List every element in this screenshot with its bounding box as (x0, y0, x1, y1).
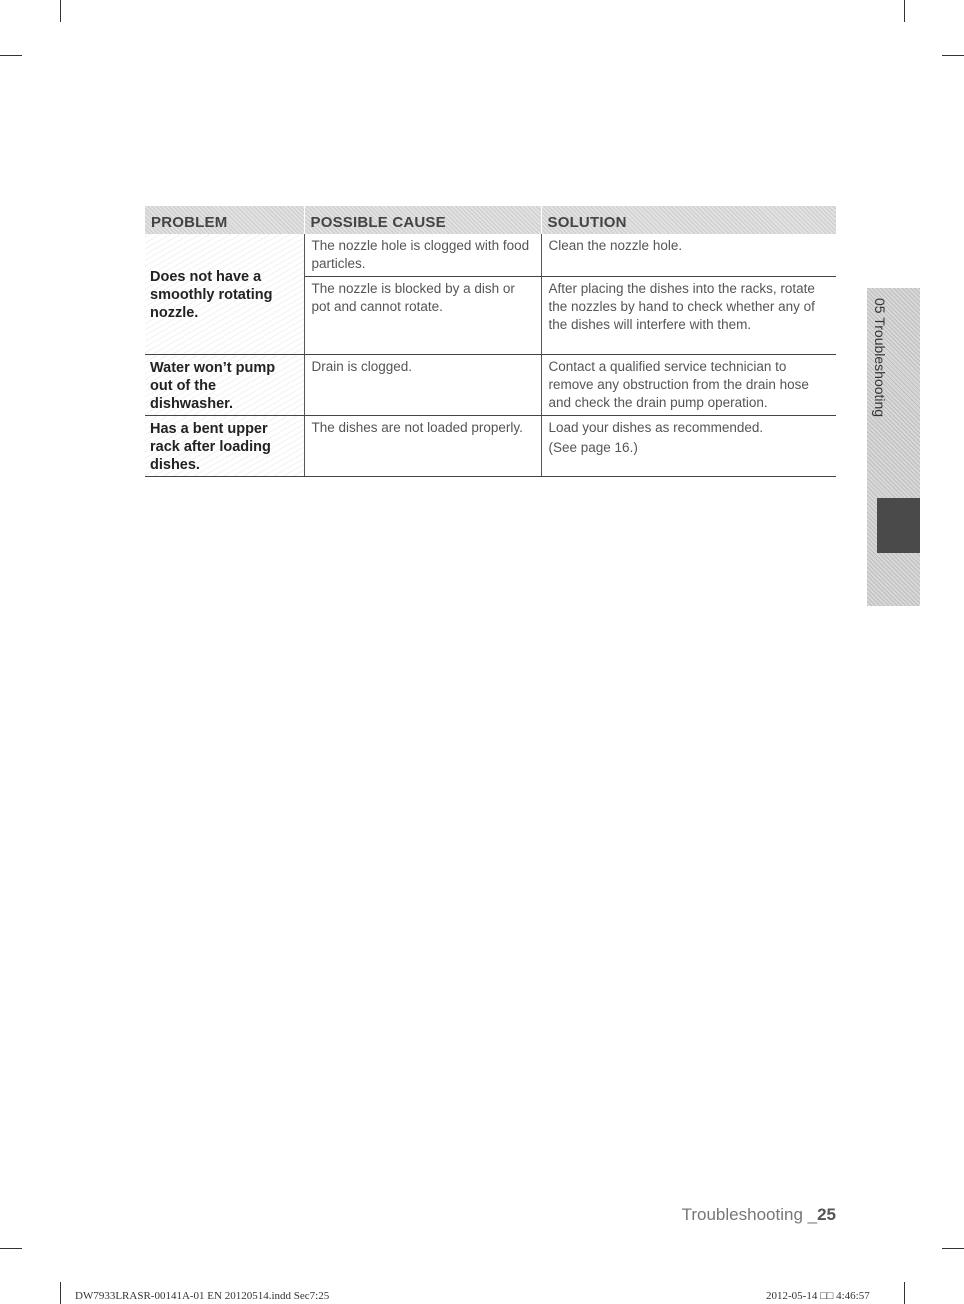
solution-cell: Clean the nozzle hole. (541, 234, 836, 277)
print-slug-left: DW7933LRASR-00141A-01 EN 20120514.indd Sec7:25 (75, 1290, 330, 1302)
footer-section-title: Troubleshooting _ (681, 1205, 818, 1224)
crop-mark (0, 55, 22, 56)
problem-cell: Water won’t pump out of the dishwasher. (145, 355, 304, 416)
crop-mark (942, 1248, 964, 1249)
solution-cell (541, 416, 836, 477)
page-reference: (See page 16.) (548, 440, 638, 455)
crop-mark (904, 0, 905, 22)
cause-cell: The dishes are not loaded properly. (304, 416, 541, 477)
chapter-side-tab (867, 288, 920, 606)
troubleshooting-table (145, 206, 836, 477)
chapter-tab-marker (877, 498, 920, 553)
crop-mark (0, 1248, 22, 1249)
problem-cell: Has a bent upper rack after loading dishes. (145, 416, 304, 477)
solution-text: Load your dishes as recommended. (548, 420, 764, 435)
problem-cell: Does not have a smoothly rotating nozzle. (145, 234, 304, 355)
header-problem: PROBLEM (145, 206, 304, 234)
cause-cell: The nozzle hole is clogged with food particles. (304, 234, 541, 277)
header-possible-cause: POSSIBLE CAUSE (304, 206, 541, 234)
cause-cell: The nozzle is blocked by a dish or pot and cannot rotate. (304, 277, 541, 355)
table-header-row (145, 206, 836, 234)
table-row (145, 416, 836, 477)
crop-mark (60, 1282, 61, 1304)
cause-cell: Drain is clogged. (304, 355, 541, 416)
header-solution: SOLUTION (541, 206, 836, 234)
crop-mark (904, 1282, 905, 1304)
table-row (145, 355, 836, 416)
solution-cell: After placing the dishes into the racks, rotate the nozzles by hand to check whether any of the dishes will interfere with them. (541, 277, 836, 355)
page-number: 25 (817, 1205, 836, 1224)
page-footer (660, 1205, 836, 1225)
solution-cell: Contact a qualified service technician to remove any obstruction from the drain hose and check the drain pump operation. (541, 355, 836, 416)
crop-mark (60, 0, 61, 22)
table-row (145, 234, 836, 277)
crop-mark (942, 55, 964, 56)
print-slug-right: 2012-05-14 □□ 4:46:57 (766, 1290, 870, 1302)
chapter-tab-label: 05 Troubleshooting (872, 298, 888, 418)
